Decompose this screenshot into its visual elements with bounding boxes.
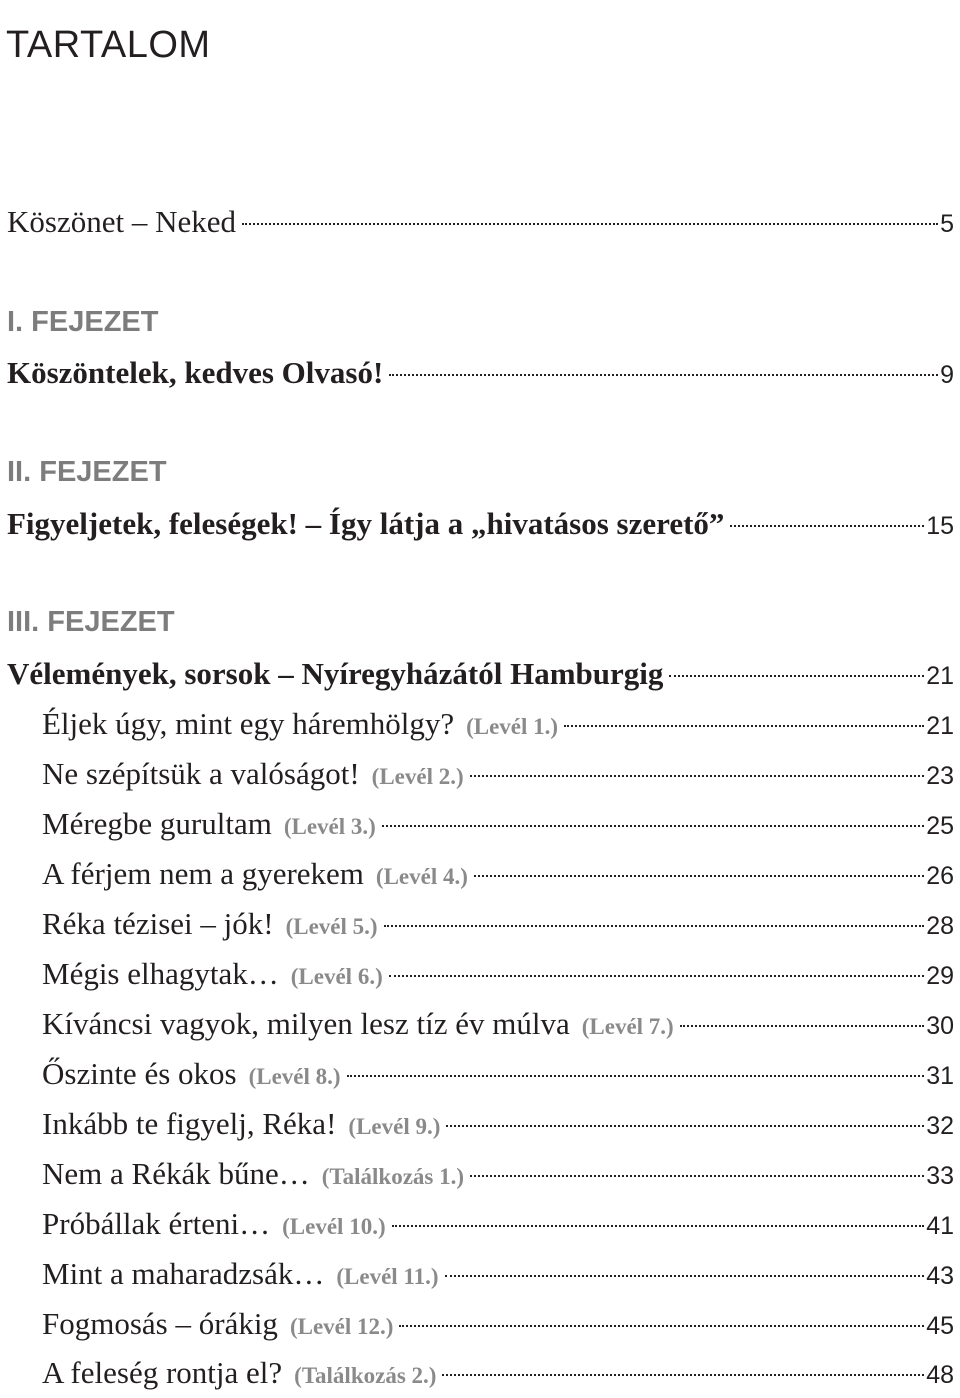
dot-leader — [347, 1075, 925, 1077]
toc-entry-title: Fogmosás – órákig — [42, 1306, 278, 1341]
toc-sub-entry[interactable] — [42, 1254, 954, 1294]
dot-leader — [564, 725, 924, 727]
toc-entry-title: A férjem nem a gyerekem — [42, 856, 364, 891]
letter-label: (Találkozás 1.) — [321, 1164, 465, 1189]
dot-leader — [474, 875, 924, 877]
letter-label: (Levél 2.) — [371, 764, 464, 789]
toc-entry-title: Őszinte és okos — [42, 1056, 237, 1091]
toc-sub-entry[interactable] — [42, 1054, 954, 1094]
toc-page-number: 30 — [926, 1012, 954, 1040]
toc-page-number: 21 — [926, 712, 954, 740]
toc-entry-title: Köszöntelek, kedves Olvasó! — [7, 355, 384, 390]
letter-label: (Levél 1.) — [466, 714, 559, 739]
toc-sub-entry[interactable] — [42, 1004, 954, 1044]
toc-sub-entry[interactable] — [42, 1353, 954, 1393]
toc-entry-title: Próbállak érteni… — [42, 1206, 271, 1241]
toc-entry-title: Figyeljetek, feleségek! – Így látja a „hivatásos szerető” — [7, 506, 725, 541]
toc-entry-title: Méregbe gurultam — [42, 806, 272, 841]
toc-page-number: 21 — [926, 662, 954, 690]
toc-page-number: 5 — [940, 210, 954, 238]
chapter-heading-2: II. FEJEZET — [7, 456, 167, 488]
toc-sub-entry[interactable] — [42, 754, 954, 794]
toc-page-number: 26 — [926, 862, 954, 890]
toc-entry-title: Inkább te figyelj, Réka! — [42, 1106, 337, 1141]
toc-page-number: 48 — [926, 1361, 954, 1389]
dot-leader — [470, 775, 925, 777]
letter-label: (Találkozás 2.) — [294, 1363, 437, 1388]
toc-entry-title: Köszönet – Neked — [7, 204, 236, 239]
letter-label: (Levél 7.) — [581, 1014, 674, 1039]
dot-leader — [384, 925, 925, 927]
toc-page-number: 25 — [926, 812, 954, 840]
letter-label: (Levél 11.) — [336, 1264, 439, 1289]
page-title: TARTALOM — [6, 24, 211, 67]
dot-leader — [392, 1225, 925, 1227]
toc-entry-title: A feleség rontja el? — [42, 1355, 283, 1390]
toc-sub-entry[interactable] — [42, 704, 954, 744]
toc-entry-acknowledgement[interactable] — [7, 202, 954, 242]
toc-sub-entry[interactable] — [42, 1104, 954, 1144]
letter-label: (Levél 4.) — [375, 864, 468, 889]
dot-leader — [442, 1374, 924, 1376]
dot-leader — [680, 1025, 924, 1027]
toc-sub-entry[interactable] — [42, 904, 954, 944]
dot-leader — [446, 1125, 924, 1127]
dot-leader — [470, 1175, 924, 1177]
letter-label: (Levél 10.) — [282, 1214, 386, 1239]
toc-entry-title: Kíváncsi vagyok, milyen lesz tíz év múlva — [42, 1006, 570, 1041]
toc-page-number: 29 — [926, 962, 954, 990]
toc-sub-entry[interactable] — [42, 854, 954, 894]
toc-entry-chapter-2[interactable] — [7, 504, 954, 544]
toc-entry-title: Réka tézisei – jók! — [42, 906, 274, 941]
toc-page-number: 9 — [940, 361, 954, 389]
dot-leader — [730, 525, 924, 527]
chapter-heading-3: III. FEJEZET — [7, 606, 175, 638]
letter-label: (Levél 6.) — [290, 964, 383, 989]
toc-sub-entry[interactable] — [42, 954, 954, 994]
toc-entry-title: Éljek úgy, mint egy háremhölgy? — [42, 706, 455, 741]
dot-leader — [382, 825, 924, 827]
toc-entry-chapter-1[interactable] — [7, 353, 954, 393]
dot-leader — [242, 223, 938, 225]
dot-leader — [669, 675, 924, 677]
letter-label: (Levél 5.) — [285, 914, 378, 939]
chapter-heading-1: I. FEJEZET — [7, 306, 159, 338]
toc-page-number: 23 — [926, 762, 954, 790]
toc-sub-entry[interactable] — [42, 1154, 954, 1194]
toc-page-number: 43 — [926, 1262, 954, 1290]
letter-label: (Levél 8.) — [248, 1064, 341, 1089]
toc-entry-chapter-3[interactable] — [7, 654, 954, 694]
toc-entry-title: Mint a maharadzsák… — [42, 1256, 325, 1291]
toc-page-number: 33 — [926, 1162, 954, 1190]
toc-sub-entry[interactable] — [42, 1304, 954, 1344]
dot-leader — [389, 975, 924, 977]
dot-leader — [445, 1275, 925, 1277]
letter-label: (Levél 9.) — [348, 1114, 441, 1139]
dot-leader — [399, 1325, 924, 1327]
toc-page-number: 28 — [926, 912, 954, 940]
letter-label: (Levél 3.) — [283, 814, 376, 839]
toc-page-number: 31 — [926, 1062, 954, 1090]
toc-page-number: 41 — [926, 1212, 954, 1240]
dot-leader — [389, 374, 938, 376]
letter-label: (Levél 12.) — [289, 1314, 394, 1339]
toc-sub-entry[interactable] — [42, 804, 954, 844]
toc-sub-entry[interactable] — [42, 1204, 954, 1244]
toc-entry-title: Vélemények, sorsok – Nyíregyházától Hamburgig — [7, 656, 664, 691]
toc-entry-title: Nem a Rékák bűne… — [42, 1156, 310, 1191]
toc-page-number: 32 — [926, 1112, 954, 1140]
toc-page-number: 15 — [926, 512, 954, 540]
toc-page-number: 45 — [926, 1312, 954, 1340]
toc-entry-title: Ne szépítsük a valóságot! — [42, 756, 360, 791]
toc-entry-title: Mégis elhagytak… — [42, 956, 279, 991]
